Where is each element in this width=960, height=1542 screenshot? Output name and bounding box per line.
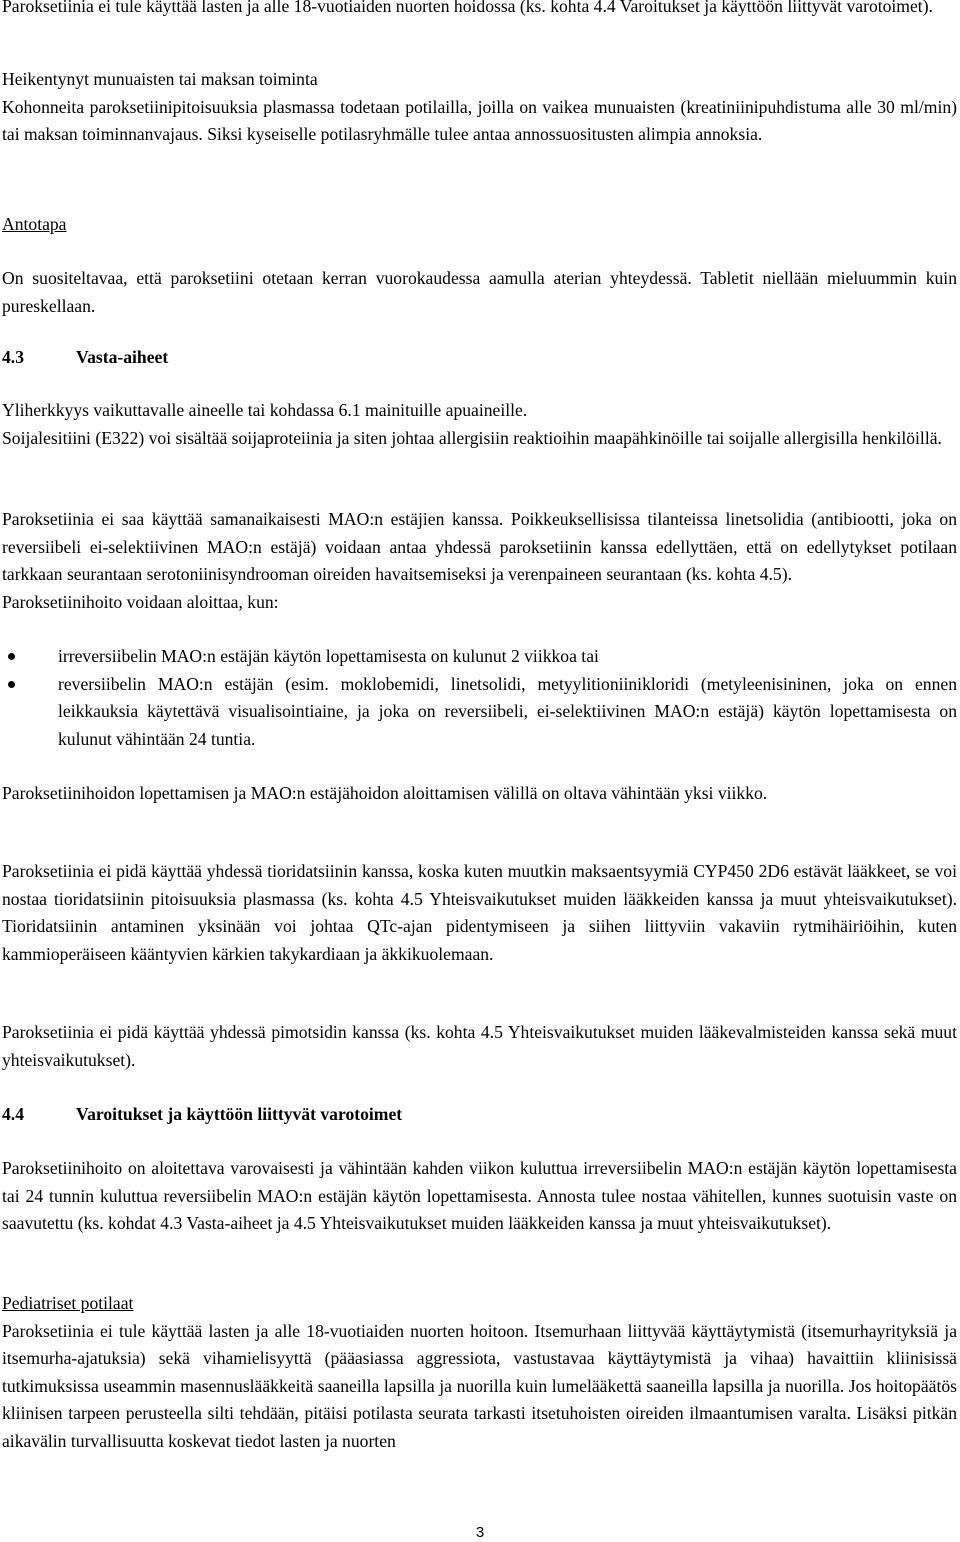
list-item-text: reversiibelin MAO:n estäjän (esim. moklobemidi, linetsolidi, metyylitioniinikloridi (metyleenisininen, joka on ennen leikkauksia käytettävä visualisointiaine, ja joka on reversiibeli, ei-selektiivinen MAO:n estäjä) käytön lopettamisesta on kulunut vähintään 24 tuntia.	[58, 673, 957, 749]
paragraph-pimozide: Paroksetiinia ei pidä käyttää yhdessä pimotsidin kanssa (ks. kohta 4.5 Yhteisvaikutukset muiden lääkevalmisteiden kanssa sekä muut yhteisvaikutukset).	[2, 1022, 957, 1070]
subheading-antotapa	[2, 211, 957, 239]
paragraph-warnings-mao: Paroksetiinihoito on aloitettava varovaisesti ja vähintään kahden viikon kuluttua irreversiibelin MAO:n estäjän käytön lopettamisesta tai 24 tunnin kuluttua reversiibelin MAO:n estäjän käytön lopettamisesta. Annosta tulee nostaa vähitellen, kunnes suotuisin vaste on saavutettu (ks. kohdat 4.3 Vasta-aiheet ja 4.5 Yhteisvaikutukset muiden lääkkeiden kanssa ja muut yhteisvaikutukset).	[2, 1158, 957, 1233]
section-heading-4-4	[2, 1101, 402, 1129]
section-number-4-4: 4.4	[2, 1104, 24, 1124]
section-number-4-3: 4.3	[2, 347, 24, 367]
bullet-icon	[8, 681, 15, 688]
section-pediatric	[2, 1290, 957, 1455]
subheading-antotapa-text: Antotapa	[2, 214, 67, 234]
section-title-4-4: Varoitukset ja käyttöön liittyvät varotoimet	[76, 1104, 403, 1124]
list-item	[0, 671, 957, 754]
section-4-3-mao	[2, 506, 957, 616]
paragraph-thioridazine: Paroksetiinia ei pidä käyttää yhdessä tioridatsiinin kanssa, koska kuten muutkin maksaentsyymiä CYP450 2D6 estävät lääkkeet, se voi nostaa tioridatsiinin pitoisuuksia plasmassa (ks. kohta 4.5 Yhteisvaikutukset muiden lääkkeiden kanssa ja muut yhteisvaikutukset). Tioridatsiinin antaminen yksinään voi johtaa QTc-ajan pidentymiseen ja siihen liittyviin vakaviin rytmihäiriöihin, kuten kammioperäiseen kääntyvien kärkien takykardiaan ja äkkikuolemaan.	[2, 861, 957, 964]
paragraph-washout-period: Paroksetiinihoidon lopettamisen ja MAO:n estäjähoidon aloittamisen välillä on oltava vähintään yksi viikko.	[2, 783, 768, 803]
page-number: 3	[475, 1524, 485, 1541]
section-4-3-intro	[2, 397, 957, 452]
paragraph-pediatric: Paroksetiinia ei tule käyttää lasten ja alle 18-vuotiaiden nuorten hoitoon. Itsemurhaan liittyvää käyttäytymistä (itsemurhayrityksiä ja itsemurha-ajatuksia) sekä vihamielisyyttä (pääasiassa aggressiota, vastustavaa käyttäytymistä ja vihaa) havaittiin kliinisissä tutkimuksissa useammin masennuslääkkeitä saaneilla lapsilla ja nuorilla kuin lumelääkettä saaneilla lapsilla ja nuorilla. Jos hoitopäätös kliinisen tarpeen perusteella silti tehdään, pitäisi potilasta seurata tarkasti itsetuhoisten oireiden ilmaantumisen varalta. Lisäksi pitkän aikavälin turvallisuutta koskevat tiedot lasten ja nuorten	[2, 1320, 957, 1451]
bullet-list-start-conditions	[0, 643, 957, 753]
list-item-text: irreversiibelin MAO:n estäjän käytön lopettamisesta on kulunut 2 viikkoa tai	[58, 646, 599, 666]
subheading-pediatric	[2, 1290, 957, 1318]
bullet-icon	[8, 653, 15, 660]
paragraph-soy-lecithin: Soijalesitiini (E322) voi sisältää soijaproteiinia ja siten johtaa allergisiin reaktioihin maapähkinöille tai soijalle allergisilla henkilöillä.	[2, 427, 942, 448]
subheading-pediatric-text: Pediatriset potilaat	[2, 1293, 134, 1313]
paragraph-renal-hepatic: Kohonneita paroksetiinipitoisuuksia plasmassa todetaan potilailla, joilla on vaikea munuaisten (kreatiniinipuhdistuma alle 30 ml/min) tai maksan toiminnanvajaus. Siksi kyseiselle potilasryhmälle tulee antaa annossuositusten alimpia annoksia.	[2, 96, 957, 144]
paragraph-pediatric-warning: Paroksetiinia ei tule käyttää lasten ja alle 18-vuotiaiden nuorten hoidossa (ks. kohta 4.4 Varoitukset ja käyttöön liittyvät varotoimet).	[2, 0, 933, 16]
paragraph-mao-inhibitors: Paroksetiinia ei saa käyttää samanaikaisesti MAO:n estäjien kanssa. Poikkeuksellisissa tilanteissa linetsolidia (antibiootti, joka on reversiibeli ei-selektiivinen MAO:n estäjä) voidaan antaa yhdessä paroksetiinin kanssa edellyttäen, että on edellytykset potilaan tarkkaan seurantaan serotoniinisyndrooman oireiden havaitsemiseksi ja verenpaineen seurantaan (ks. kohta 4.5).	[2, 509, 957, 584]
paragraph-start-conditions: Paroksetiinihoito voidaan aloittaa, kun:	[2, 591, 279, 612]
section-renal-hepatic	[2, 66, 957, 149]
subheading-renal-hepatic: Heikentynyt munuaisten tai maksan toiminta	[2, 69, 318, 89]
paragraph-hypersensitivity: Yliherkkyys vaikuttavalle aineelle tai kohdassa 6.1 mainituille apuaineille.	[2, 400, 528, 420]
list-item	[0, 643, 957, 671]
paragraph-antotapa: On suositeltavaa, että paroksetiini otetaan kerran vuorokaudessa aamulla aterian yhteydessä. Tabletit niellään mieluummin kuin pureskellaan.	[2, 268, 957, 316]
section-heading-4-3	[2, 344, 168, 372]
section-title-4-3: Vasta-aiheet	[76, 347, 169, 367]
